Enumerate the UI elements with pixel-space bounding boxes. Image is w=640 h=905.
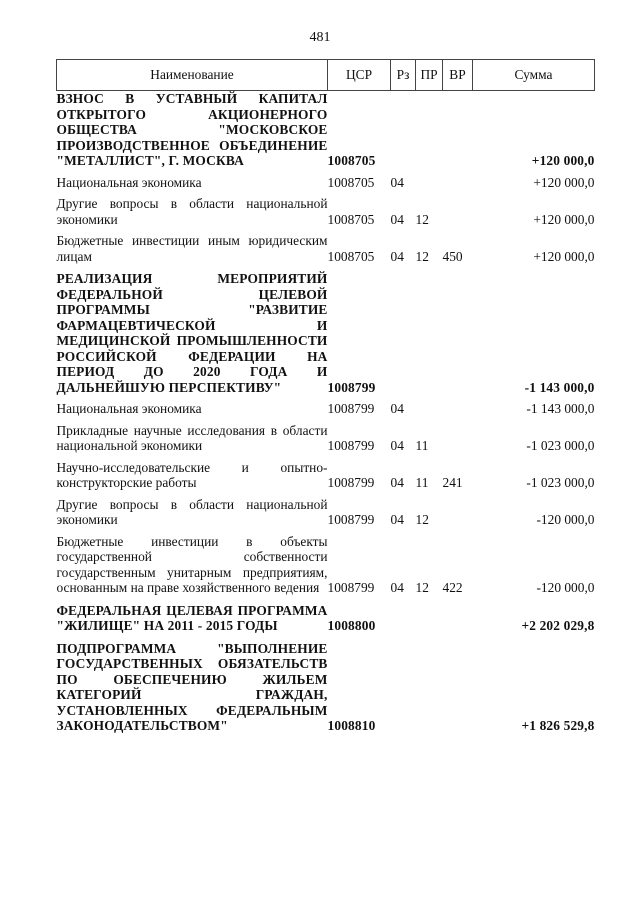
row-vr — [443, 491, 473, 528]
row-csr: 1008705 — [327, 248, 375, 264]
row-pr: 12 — [415, 580, 429, 595]
row-vr: 241 — [442, 475, 463, 490]
row-rz: 04 — [390, 401, 404, 416]
row-rz: 04 — [390, 248, 404, 264]
row-rz: 04 — [390, 438, 404, 453]
table-row — [57, 395, 595, 417]
table-row — [57, 91, 595, 169]
row-name: Другие вопросы в области национальной экономики — [56, 196, 328, 227]
row-pr — [416, 264, 443, 395]
row-vr — [443, 264, 473, 395]
row-pr — [416, 395, 443, 417]
row-name: Прикладные научные исследования в области национальной экономики — [56, 422, 328, 453]
column-header-csr: ЦСР — [328, 60, 391, 91]
page-number: 481 — [309, 30, 331, 45]
column-header-sum: Сумма — [473, 60, 595, 91]
row-pr — [416, 596, 443, 634]
row-csr: 1008799 — [327, 580, 375, 595]
row-vr — [443, 91, 473, 169]
row-rz: 04 — [390, 580, 404, 595]
row-sum: -1 023 000,0 — [526, 475, 595, 490]
table-row — [57, 169, 595, 191]
table-row — [57, 491, 595, 528]
row-pr: 12 — [415, 248, 429, 264]
row-csr: 1008799 — [327, 512, 375, 527]
row-rz: 04 — [390, 475, 404, 490]
row-pr — [416, 91, 443, 169]
table-row — [57, 454, 595, 491]
row-csr: 1008705 — [327, 174, 375, 190]
row-vr — [443, 395, 473, 417]
budget-table — [56, 59, 595, 734]
row-name: ВЗНОС В УСТАВНЫЙ КАПИТАЛ ОТКРЫТОГО АКЦИОНЕРНОГО ОБЩЕСТВА "МОСКОВСКОЕ ПРОИЗВОДСТВЕННОЕ ОБЪЕДИНЕНИЕ "МЕТАЛЛИСТ", Г. МОСКВА — [56, 91, 328, 168]
row-csr: 1008800 — [327, 618, 376, 633]
row-vr — [443, 169, 473, 191]
table-row — [57, 528, 595, 596]
row-csr: 1008799 — [327, 475, 375, 490]
row-name: ПОДПРОГРАММА "ВЫПОЛНЕНИЕ ГОСУДАРСТВЕННЫХ ОБЯЗАТЕЛЬСТВ ПО ОБЕСПЕЧЕНИЮ ЖИЛЬЕМ КАТЕГОРИЙ ГРАЖДАН, УСТАНОВЛЕННЫХ ФЕДЕРАЛЬНЫМ ЗАКОНОДАТЕЛЬСТВОМ" — [56, 640, 328, 733]
row-sum: -120 000,0 — [536, 512, 595, 527]
row-rz — [391, 596, 416, 634]
table-row — [57, 227, 595, 264]
row-rz: 04 — [390, 512, 404, 527]
row-csr: 1008799 — [327, 401, 375, 416]
row-name: Национальная экономика — [56, 174, 202, 190]
row-vr — [443, 634, 473, 734]
row-pr: 11 — [415, 475, 429, 490]
table-row — [57, 190, 595, 227]
row-vr — [443, 417, 473, 454]
row-sum: -1 143 000,0 — [526, 401, 595, 416]
row-rz — [391, 91, 416, 169]
table-header-row — [57, 60, 595, 91]
row-name: РЕАЛИЗАЦИЯ МЕРОПРИЯТИЙ ФЕДЕРАЛЬНОЙ ЦЕЛЕВОЙ ПРОГРАММЫ "РАЗВИТИЕ ФАРМАЦЕВТИЧЕСКОЙ И МЕДИЦИНСКОЙ ПРОМЫШЛЕННОСТИ РОССИЙСКОЙ ФЕДЕРАЦИИ НА ПЕРИОД ДО 2020 ГОДА И ДАЛЬНЕЙШУЮ ПЕРСПЕКТИВУ" — [56, 271, 328, 395]
row-pr: 12 — [415, 211, 429, 227]
table-row — [57, 634, 595, 734]
row-csr: 1008705 — [327, 211, 375, 227]
row-rz: 04 — [390, 211, 404, 227]
row-vr: 422 — [442, 580, 463, 595]
row-sum: +120 000,0 — [531, 153, 595, 168]
table-row — [57, 417, 595, 454]
row-pr: 12 — [415, 512, 429, 527]
row-sum: +2 202 029,8 — [521, 618, 595, 633]
row-csr: 1008705 — [327, 153, 376, 168]
row-vr: 450 — [442, 248, 463, 264]
row-csr: 1008799 — [327, 379, 376, 395]
row-csr: 1008799 — [327, 438, 375, 453]
table-row — [57, 596, 595, 634]
row-vr — [443, 190, 473, 227]
column-header-name: Наименование — [57, 60, 328, 91]
row-rz — [391, 634, 416, 734]
row-name: Бюджетные инвестиции иным юридическим лицам — [56, 233, 328, 264]
row-name: Другие вопросы в области национальной экономики — [56, 496, 328, 527]
row-sum: +120 000,0 — [533, 248, 595, 264]
row-sum: +1 826 529,8 — [521, 718, 595, 733]
row-sum: -1 023 000,0 — [526, 438, 595, 453]
row-sum: -1 143 000,0 — [524, 379, 595, 395]
row-csr: 1008810 — [327, 718, 376, 733]
row-vr — [443, 596, 473, 634]
row-sum: +120 000,0 — [533, 211, 595, 227]
column-header-rz: Рз — [391, 60, 416, 91]
row-rz — [391, 264, 416, 395]
row-sum: -120 000,0 — [536, 580, 595, 595]
row-name: ФЕДЕРАЛЬНАЯ ЦЕЛЕВАЯ ПРОГРАММА "ЖИЛИЩЕ" НА 2011 - 2015 ГОДЫ — [56, 602, 328, 633]
row-name: Научно-исследовательские и опытно-конструкторские работы — [56, 459, 328, 490]
row-sum: +120 000,0 — [533, 174, 595, 190]
row-name: Бюджетные инвестиции в объекты государственной собственности государственным унитарным предприятиям, основанным на праве хозяйственного ведения — [56, 533, 328, 595]
row-pr — [416, 634, 443, 734]
table-row — [57, 264, 595, 395]
column-header-vr: ВР — [443, 60, 473, 91]
row-name: Национальная экономика — [56, 401, 202, 416]
row-pr — [416, 169, 443, 191]
row-pr: 11 — [415, 438, 429, 453]
column-header-pr: ПР — [416, 60, 443, 91]
row-rz: 04 — [390, 174, 404, 190]
